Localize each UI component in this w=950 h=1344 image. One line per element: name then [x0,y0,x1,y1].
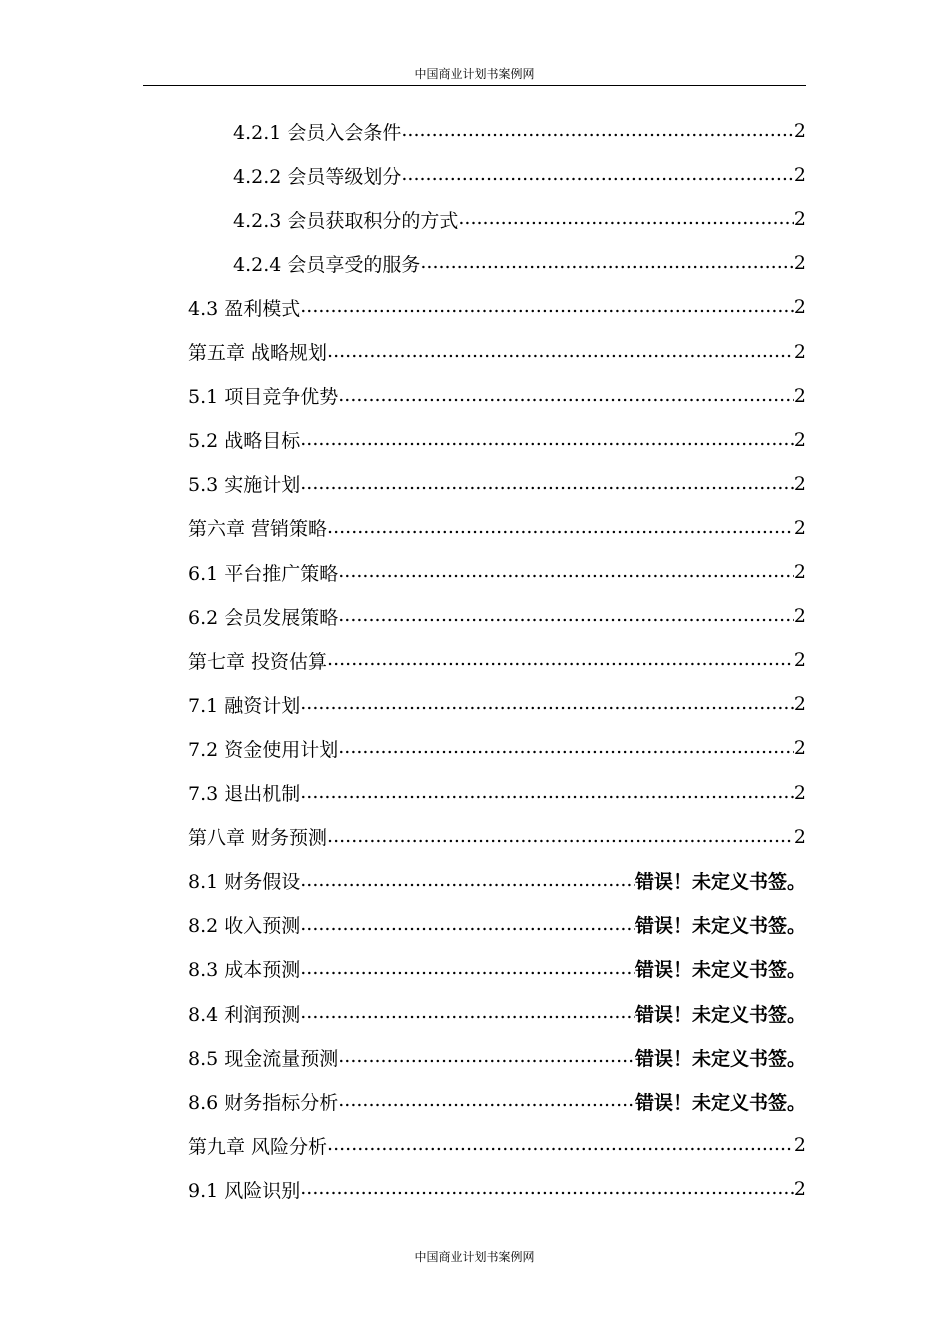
toc-entry-title: 8.1 财务假设 [188,871,301,894]
toc-page-number: 2 [793,208,806,231]
toc-dot-leader [300,693,794,715]
toc-entry-title: 第八章 财务预测 [188,827,328,850]
toc-entry-title: 4.2.4 会员享受的服务 [233,253,421,276]
toc-dot-leader [401,164,794,186]
toc-dot-leader [300,296,794,318]
toc-entry-title: 第六章 营销策略 [188,518,328,541]
toc-entry[interactable] [233,153,806,197]
toc-dot-leader [338,385,794,407]
toc-page-number: 2 [793,693,806,716]
toc-entry[interactable] [233,197,806,241]
toc-entry-title: 第七章 投资估算 [188,650,328,673]
toc-entry[interactable] [188,815,806,859]
toc-page-number: 2 [793,120,806,142]
toc-dot-leader [300,1178,794,1200]
toc-page-number: 2 [793,164,806,187]
toc-entry[interactable] [188,682,806,726]
toc-dot-leader [300,782,794,804]
toc-entry[interactable] [188,771,806,815]
toc-entry-title: 4.3 盈利模式 [188,297,301,320]
toc-page-number: 2 [793,516,806,539]
toc-entry[interactable] [188,330,806,374]
toc-dot-leader [458,208,794,230]
toc-entry-title: 9.1 风险识别 [188,1179,301,1202]
toc-entry-title: 4.2.3 会员获取积分的方式 [233,209,459,232]
toc-entry[interactable] [188,418,806,462]
toc-entry-title: 7.2 资金使用计划 [188,738,339,761]
toc-entry-title: 5.3 实施计划 [188,474,301,497]
toc-page-number: 2 [793,737,806,760]
toc-dot-leader [327,517,794,539]
toc-entry[interactable] [188,550,806,594]
toc-dot-leader [300,1002,635,1024]
toc-dot-leader [338,1090,635,1112]
toc-dot-leader [300,473,794,495]
toc-dot-leader [338,737,794,759]
toc-dot-leader [300,870,635,892]
toc-dot-leader [300,914,635,936]
toc-bookmark-error: 错误！未定义书签。 [634,959,806,982]
toc-entry-title: 5.1 项目竞争优势 [188,386,339,409]
toc-entry-title: 4.2.2 会员等级划分 [233,165,402,188]
toc-page-number: 2 [793,781,806,804]
toc-entry-title: 8.4 利润预测 [188,1003,301,1026]
toc-dot-leader [300,958,635,980]
toc-bookmark-error: 错误！未定义书签。 [634,1047,806,1070]
toc-entry-title: 8.2 收入预测 [188,915,301,938]
toc-bookmark-error: 错误！未定义书签。 [634,871,806,894]
toc-dot-leader [327,649,794,671]
toc-entry-title: 4.2.1 会员入会条件 [233,121,402,144]
toc-dot-leader [420,252,794,274]
toc-bookmark-error: 错误！未定义书签。 [634,1003,806,1026]
toc-entry-title: 6.2 会员发展策略 [188,606,339,629]
toc-page-number: 2 [793,296,806,319]
toc-entry[interactable] [188,1167,806,1211]
toc-page-number: 2 [793,472,806,495]
toc-entry[interactable] [233,241,806,285]
toc-entry[interactable] [188,1079,806,1123]
toc-entry[interactable] [188,903,806,947]
toc-page-number: 2 [793,428,806,451]
toc-entry-title: 7.3 退出机制 [188,783,301,805]
toc-dot-leader [338,605,794,627]
toc-dot-leader [338,1046,635,1068]
toc-entry[interactable] [188,1123,806,1167]
toc-entry[interactable] [188,638,806,682]
header-rule [143,85,806,86]
toc-page-number: 2 [793,605,806,628]
page-footer: 中国商业计划书案例网 [414,1250,535,1264]
toc-entry[interactable] [188,726,806,770]
toc-bookmark-error: 错误！未定义书签。 [634,915,806,938]
toc-entry[interactable] [188,462,806,506]
toc-entry-title: 5.2 战略目标 [188,430,301,453]
toc-entry[interactable] [188,374,806,418]
toc-entry-title: 6.1 平台推广策略 [188,562,339,585]
toc-entry[interactable] [188,506,806,550]
toc-entry-title: 8.3 成本预测 [188,959,301,982]
toc-entry-title: 第九章 风险分析 [188,1135,328,1158]
toc-entry-title: 8.6 财务指标分析 [188,1091,339,1114]
toc-page-number: 2 [793,825,806,848]
toc-dot-leader [338,561,794,583]
toc-entry[interactable] [188,859,806,903]
toc-entry[interactable] [188,285,806,329]
toc-entry[interactable] [188,947,806,991]
toc-entry-title: 7.1 融资计划 [188,694,301,717]
toc-page-number: 2 [793,649,806,672]
toc-dot-leader [327,1134,794,1156]
toc-entry[interactable] [188,991,806,1035]
toc-entry[interactable] [233,109,806,153]
toc-page-number: 2 [793,561,806,583]
toc-entry[interactable] [188,1035,806,1079]
toc-page-number: 2 [793,340,806,363]
toc-dot-leader [327,826,794,848]
toc-dot-leader [401,120,794,142]
page-header: 中国商业计划书案例网 [414,67,535,81]
toc-page-number: 2 [793,1134,806,1157]
toc-bookmark-error: 错误！未定义书签。 [634,1091,806,1114]
toc-dot-leader [327,341,794,363]
toc-entry-title: 8.5 现金流量预测 [188,1047,339,1070]
toc-entry-title: 第五章 战略规划 [188,342,328,364]
toc-dot-leader [300,429,794,451]
toc-page-number: 2 [793,1178,806,1201]
toc-page-number: 2 [793,384,806,407]
toc-entry[interactable] [188,594,806,638]
toc-page-number: 2 [793,252,806,275]
